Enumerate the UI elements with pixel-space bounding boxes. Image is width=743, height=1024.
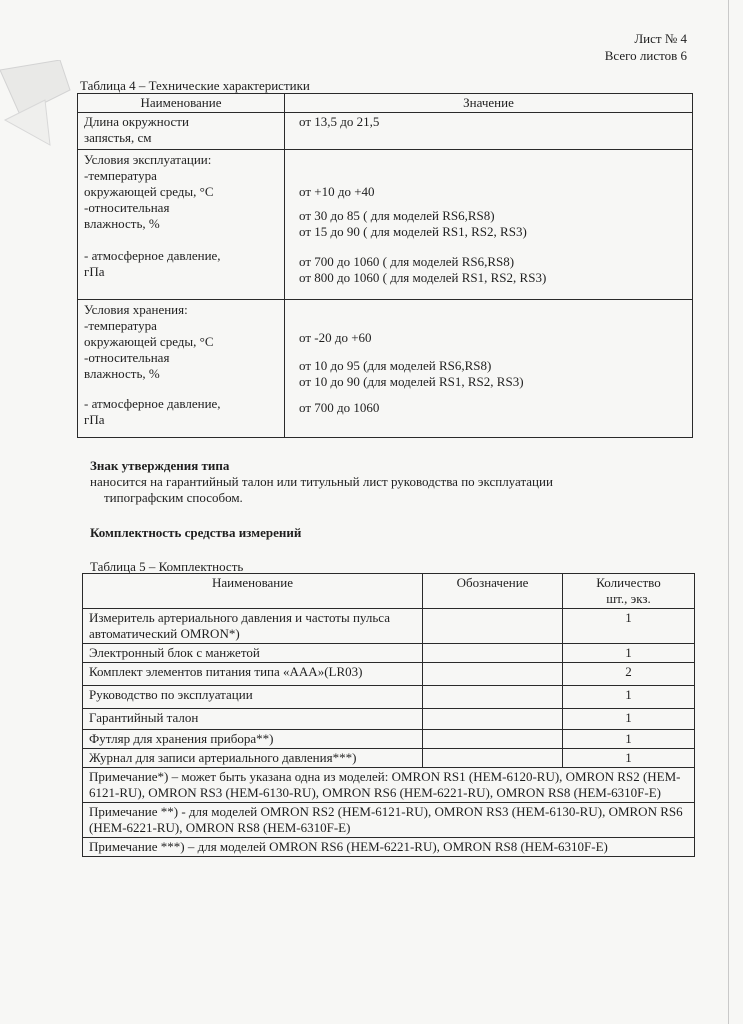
param-name: -относительная	[84, 350, 170, 365]
param-name: окружающей среды, °С	[84, 334, 214, 349]
item-name: Электронный блок с манжетой	[83, 644, 423, 663]
item-quantity: 1	[563, 709, 695, 730]
param-value	[299, 302, 686, 316]
param-name: - атмосферное давление,	[84, 396, 221, 411]
table-header-row	[83, 574, 695, 609]
item-designation	[423, 644, 563, 663]
table-header-row	[78, 94, 693, 113]
column-header-line: Количество	[596, 575, 661, 590]
param-name	[84, 382, 278, 396]
param-value: от 15 до 90 ( для моделей RS1, RS2, RS3)	[299, 224, 527, 239]
column-header: Значение	[285, 94, 693, 113]
specs-table	[77, 93, 693, 438]
page-edge	[728, 0, 729, 1024]
param-value	[299, 316, 686, 330]
column-header: Наименование	[83, 574, 423, 609]
table-row	[83, 609, 695, 644]
completeness-title: Комплектность средства измерений	[90, 525, 302, 540]
column-header: Наименование	[78, 94, 285, 113]
param-name: влажность, %	[84, 366, 160, 381]
item-designation	[423, 609, 563, 644]
sheet-number: Лист № 4	[634, 31, 687, 46]
item-quantity: 1	[563, 686, 695, 709]
item-quantity: 1	[563, 644, 695, 663]
param-name: запястья, см	[84, 130, 152, 145]
sheet-total: Всего листов 6	[604, 48, 687, 63]
column-header	[563, 574, 695, 609]
sheet-header	[605, 30, 687, 64]
table-row	[83, 730, 695, 749]
param-value: от 700 до 1060	[299, 400, 380, 415]
table-note-row	[83, 803, 695, 838]
item-quantity: 1	[563, 730, 695, 749]
item-name: Гарантийный талон	[83, 709, 423, 730]
table-note: Примечание*) – может быть указана одна из моделей: OMRON RS1 (HEM-6120-RU), OMRON RS2 (HEM-6121-RU), OMRON RS3 (HEM-6130-RU), OMRON RS6 (HEM-6221-RU), OMRON RS8 (HEM-6310F-E)	[83, 768, 695, 803]
table-row	[83, 709, 695, 730]
table-note: Примечание **) - для моделей OMRON RS2 (HEM-6121-RU), OMRON RS3 (HEM-6130-RU), OMRON RS6 (HEM-6221-RU), OMRON RS8 (HEM-6310F-E)	[83, 803, 695, 838]
param-name: Длина окружности	[84, 114, 189, 129]
type-mark-text: наносится на гарантийный талон или титульный лист руководства по эксплуатации	[90, 474, 553, 489]
param-name: гПа	[84, 264, 105, 279]
param-value: от 30 до 85 ( для моделей RS6,RS8)	[299, 208, 495, 223]
param-value: от -20 до +60	[299, 330, 372, 345]
item-name: Руководство по эксплуатации	[83, 686, 423, 709]
item-quantity: 2	[563, 663, 695, 686]
param-value: от +10 до +40	[299, 184, 375, 199]
param-value	[299, 240, 686, 254]
completeness-table	[82, 573, 695, 857]
param-name: -температура	[84, 168, 157, 183]
column-header-line: шт., экз.	[606, 591, 651, 606]
param-name: влажность, %	[84, 216, 160, 231]
table4-caption: Таблица 4 – Технические характеристики	[80, 78, 310, 93]
item-name: Комплект элементов питания типа «AAA»(LR03)	[83, 663, 423, 686]
item-designation	[423, 730, 563, 749]
item-designation	[423, 663, 563, 686]
table-note-row	[83, 838, 695, 857]
param-value: от 10 до 90 (для моделей RS1, RS2, RS3)	[299, 374, 524, 389]
param-value	[299, 390, 686, 400]
type-mark-text: типографским способом.	[104, 490, 243, 505]
table5-caption: Таблица 5 – Комплектность	[90, 559, 244, 574]
param-name: гПа	[84, 412, 105, 427]
param-name	[84, 232, 278, 248]
table-row	[83, 686, 695, 709]
table-row	[83, 663, 695, 686]
table-note-row	[83, 768, 695, 803]
table-row	[83, 749, 695, 768]
param-value	[299, 168, 686, 184]
table-row	[78, 150, 693, 300]
param-value: от 13,5 до 21,5	[299, 114, 380, 129]
item-designation	[423, 709, 563, 730]
param-name: -температура	[84, 318, 157, 333]
item-designation	[423, 749, 563, 768]
table-row	[78, 300, 693, 438]
param-value	[299, 152, 686, 168]
type-mark-title: Знак утверждения типа	[90, 458, 230, 473]
item-designation	[423, 686, 563, 709]
param-value: от 10 до 95 (для моделей RS6,RS8)	[299, 358, 492, 373]
column-header: Обозначение	[423, 574, 563, 609]
type-mark-section	[90, 458, 553, 506]
item-quantity: 1	[563, 609, 695, 644]
param-name: - атмосферное давление,	[84, 248, 221, 263]
param-value	[299, 346, 686, 358]
item-name: Измеритель артериального давления и частоты пульса автоматический OMRON*)	[83, 609, 423, 644]
table-row	[78, 113, 693, 150]
param-name: окружающей среды, °С	[84, 184, 214, 199]
param-name: Условия хранения:	[84, 302, 188, 317]
param-value: от 800 до 1060 ( для моделей RS1, RS2, RS3)	[299, 270, 547, 285]
param-name: -относительная	[84, 200, 170, 215]
item-name: Журнал для записи артериального давления***)	[83, 749, 423, 768]
param-name: Условия эксплуатации:	[84, 152, 212, 167]
param-value	[299, 200, 686, 208]
item-quantity: 1	[563, 749, 695, 768]
table-note: Примечание ***) – для моделей OMRON RS6 (HEM-6221-RU), OMRON RS8 (HEM-6310F-E)	[83, 838, 695, 857]
item-name: Футляр для хранения прибора**)	[83, 730, 423, 749]
param-value: от 700 до 1060 ( для моделей RS6,RS8)	[299, 254, 515, 269]
table-row	[83, 644, 695, 663]
